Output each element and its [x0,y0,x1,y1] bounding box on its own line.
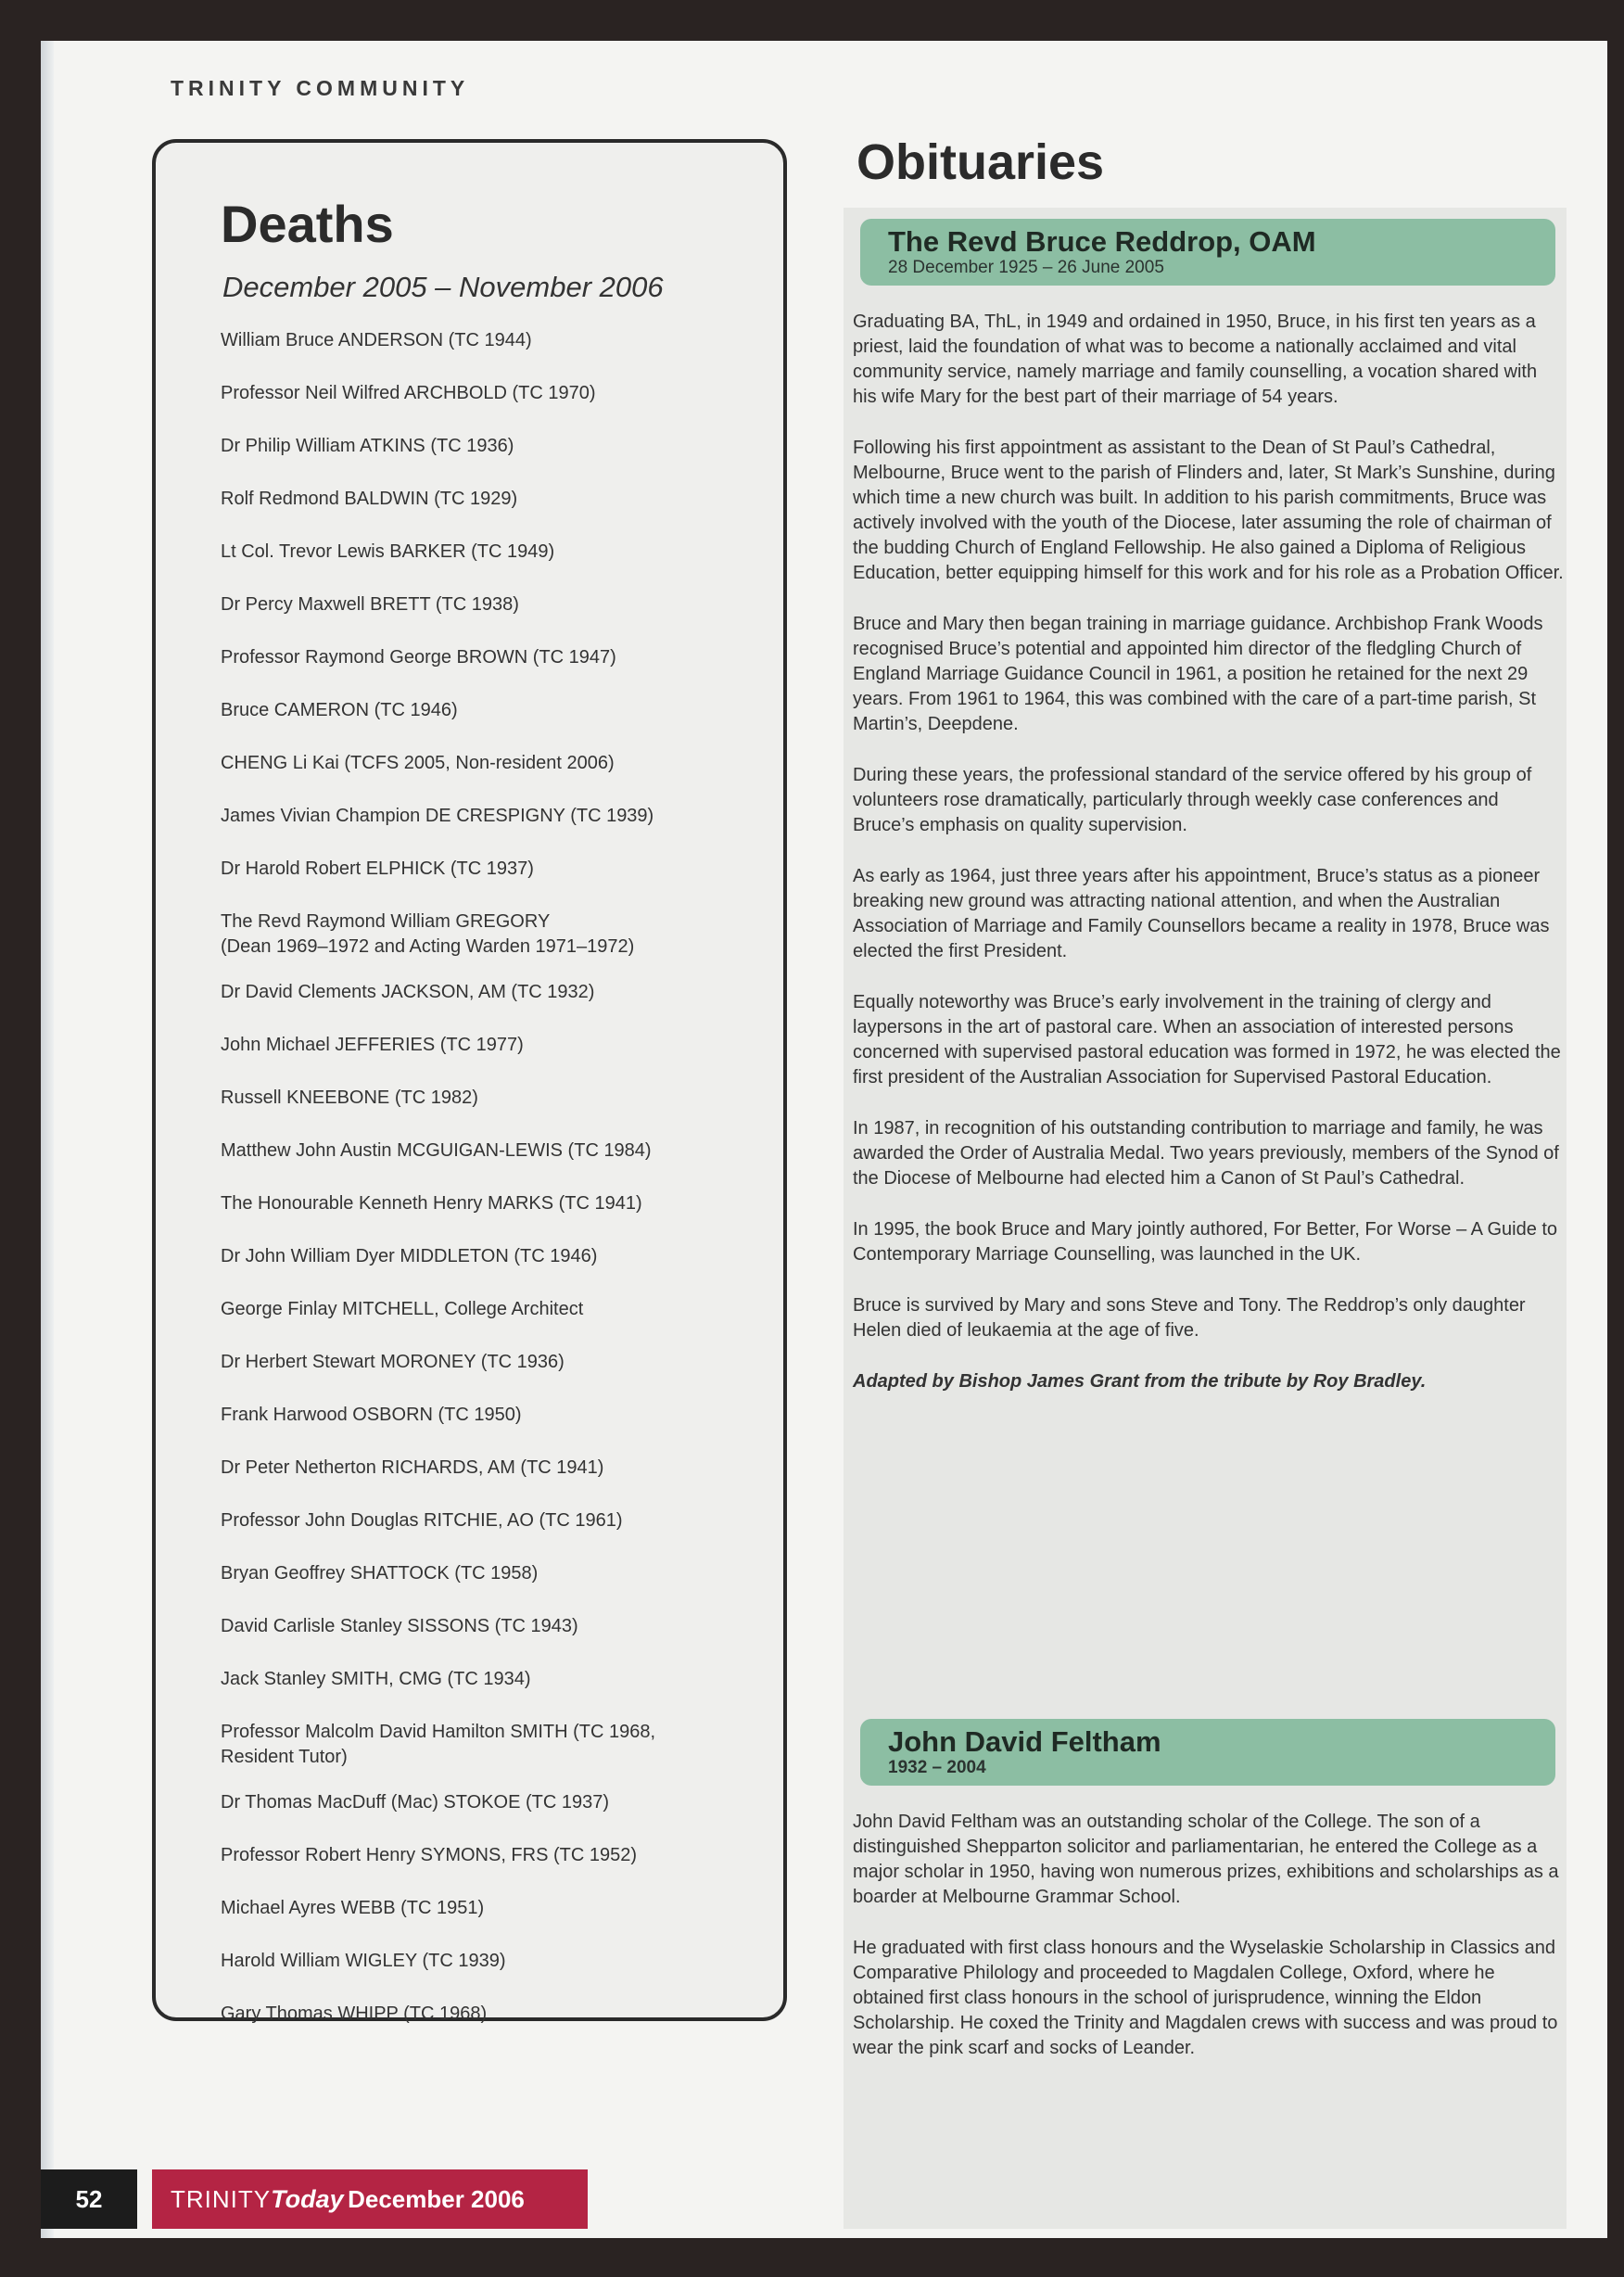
obituary-paragraph: Graduating BA, ThL, in 1949 and ordained in 1950, Bruce, in his first ten years as a priest, laid the foundation of what was to become a nationally acclaimed and vital community service, namely marriage and family counselling, a vocation shared with his wife Mary for the best part of their marriage of 54 years. [853,312,1538,407]
obituaries-heading: Obituaries [856,134,1105,190]
obituary-name: The Revd Bruce Reddrop, OAM [888,225,1316,258]
obituary-body-reddrop [853,310,1565,1420]
footer-brand: TRINITY [171,2185,272,2213]
footer-issue: December 2006 [348,2185,525,2213]
death-entry: John Michael JEFFERIES (TC 1977) [221,1035,524,1055]
obituary-name: John David Feltham [888,1725,1161,1758]
death-entry: Professor Raymond George BROWN (TC 1947) [221,647,616,668]
death-entry: Rolf Redmond BALDWIN (TC 1929) [221,489,518,509]
obituary-dates: 28 December 1925 – 26 June 2005 [888,258,1164,277]
obituary-body-feltham [853,1810,1565,2087]
obituary-paragraph: Following his first appointment as assistant to the Dean of St Paul’s Cathedral, Melbourne, Bruce went to the parish of Flinders and, later, St Mark’s Sunshine, during which time a new church was built. In addition to his parish commitments, Bruce was actively involved with the youth of the Diocese, later assuming the role of chairman of the budding Church of England Fellowship. He also gained a Diploma of Religious Education, better equipping himself for this work and for his role as a Probation Officer. [853,438,1564,583]
section-label: TRINITY COMMUNITY [171,76,470,100]
death-entry: Bruce CAMERON (TC 1946) [221,700,458,720]
death-entry: David Carlisle Stanley SISSONS (TC 1943) [221,1616,578,1636]
footer-brand-italic: Today [271,2185,344,2213]
magazine-footer [152,2169,588,2229]
death-entry: Michael Ayres WEBB (TC 1951) [221,1898,485,1918]
magazine-page [41,41,1607,2238]
death-entry: Dr Percy Maxwell BRETT (TC 1938) [221,594,519,615]
deaths-list [221,328,777,2054]
death-entry: Dr Peter Netherton RICHARDS, AM (TC 1941) [221,1457,604,1478]
death-entry: Professor Neil Wilfred ARCHBOLD (TC 1970) [221,383,596,403]
death-entry: Dr Herbert Stewart MORONEY (TC 1936) [221,1352,565,1372]
death-entry: Dr David Clements JACKSON, AM (TC 1932) [221,982,595,1002]
death-entry: Professor John Douglas RITCHIE, AO (TC 1961) [221,1510,623,1531]
obituary-banner-feltham [860,1719,1555,1786]
deaths-box [152,139,787,2024]
death-entry: Professor Robert Henry SYMONS, FRS (TC 1952) [221,1845,638,1865]
death-entry: Professor Malcolm David Hamilton SMITH (TC 1968, Resident Tutor) [221,1722,656,1767]
obituary-credit: Adapted by Bishop James Grant from the tribute by Roy Bradley. [853,1371,1427,1392]
death-entry: The Revd Raymond William GREGORY (Dean 1969–1972 and Acting Warden 1971–1972) [221,911,635,957]
death-entry: Lt Col. Trevor Lewis BARKER (TC 1949) [221,541,555,562]
obituary-paragraph: Bruce is survived by Mary and sons Steve and Tony. The Reddrop’s only daughter Helen died of leukaemia at the age of five. [853,1295,1526,1341]
page-number: 52 [41,2169,137,2229]
page-spine [41,41,54,2238]
death-entry: The Honourable Kenneth Henry MARKS (TC 1941) [221,1193,642,1214]
death-entry: Dr Thomas MacDuff (Mac) STOKOE (TC 1937) [221,1792,609,1813]
death-entry: George Finlay MITCHELL, College Architect [221,1299,584,1319]
obituary-paragraph: In 1987, in recognition of his outstanding contribution to marriage and family, he was awarded the Order of Australia Medal. Two years previously, members of the Synod of the Diocese of Melbourne had elected him a Canon of St Paul’s Cathedral. [853,1118,1559,1189]
death-entry: Dr Harold Robert ELPHICK (TC 1937) [221,859,534,879]
death-entry: Gary Thomas WHIPP (TC 1968) [221,2004,488,2024]
obituary-paragraph: Bruce and Mary then began training in marriage guidance. Archbishop Frank Woods recognised Bruce’s potential and appointed him director of the fledgling Church of England Marriage Guidance Council in 1961, a position he retained for the next 29 years. From 1961 to 1964, this was combined with the care of a part-time parish, St Martin’s, Deepdene. [853,614,1543,734]
death-entry: Frank Harwood OSBORN (TC 1950) [221,1405,522,1425]
death-entry: William Bruce ANDERSON (TC 1944) [221,330,532,350]
obituary-banner-reddrop [860,219,1555,286]
obituary-paragraph: He graduated with first class honours and the Wyselaskie Scholarship in Classics and Comparative Philology and proceeded to Magdalen College, Oxford, where he obtained first class honours in the school of jurisprudence, winning the Eldon Scholarship. He coxed the Trinity and Magdalen crews with success and was proud to wear the pink scarf and socks of Leander. [853,1938,1558,2058]
obituary-paragraph: Equally noteworthy was Bruce’s early involvement in the training of clergy and laypersons in the art of pastoral care. When an association of interested persons concerned with supervised pastoral education was formed in 1972, he was elected the first president of the Australian Association for Supervised Pastoral Education. [853,992,1561,1088]
death-entry: CHENG Li Kai (TCFS 2005, Non-resident 2006) [221,753,615,773]
death-entry: Bryan Geoffrey SHATTOCK (TC 1958) [221,1563,539,1584]
obituary-paragraph: John David Feltham was an outstanding scholar of the College. The son of a distinguished Shepparton solicitor and parliamentarian, he entered the College as a major scholar in 1950, having won numerous prizes, exhibitions and scholarships as a boarder at Melbourne Grammar School. [853,1812,1559,1907]
death-entry: Dr Philip William ATKINS (TC 1936) [221,436,514,456]
deaths-title: Deaths [221,195,394,253]
death-entry: Matthew John Austin MCGUIGAN-LEWIS (TC 1984) [221,1140,652,1161]
obituary-paragraph: During these years, the professional standard of the service offered by his group of volunteers rose dramatically, particularly through weekly case conferences and Bruce’s emphasis on quality supervision. [853,765,1532,835]
obituary-paragraph: In 1995, the book Bruce and Mary jointly authored, For Better, For Worse – A Guide to Contemporary Marriage Counselling, was launched in the UK. [853,1219,1558,1265]
death-entry: James Vivian Champion DE CRESPIGNY (TC 1939) [221,806,654,826]
death-entry: Russell KNEEBONE (TC 1982) [221,1088,478,1108]
deaths-period: December 2005 – November 2006 [222,271,664,303]
obituary-dates: 1932 – 2004 [888,1758,986,1777]
death-entry: Dr John William Dyer MIDDLETON (TC 1946) [221,1246,598,1266]
death-entry: Harold William WIGLEY (TC 1939) [221,1951,506,1971]
obituary-paragraph: As early as 1964, just three years after his appointment, Bruce’s status as a pioneer breaking new ground was attracting national attention, and when the Australian Association of Marriage and Family Counsellors became a reality in 1978, Bruce was elected the first President. [853,866,1550,961]
death-entry: Jack Stanley SMITH, CMG (TC 1934) [221,1669,531,1689]
